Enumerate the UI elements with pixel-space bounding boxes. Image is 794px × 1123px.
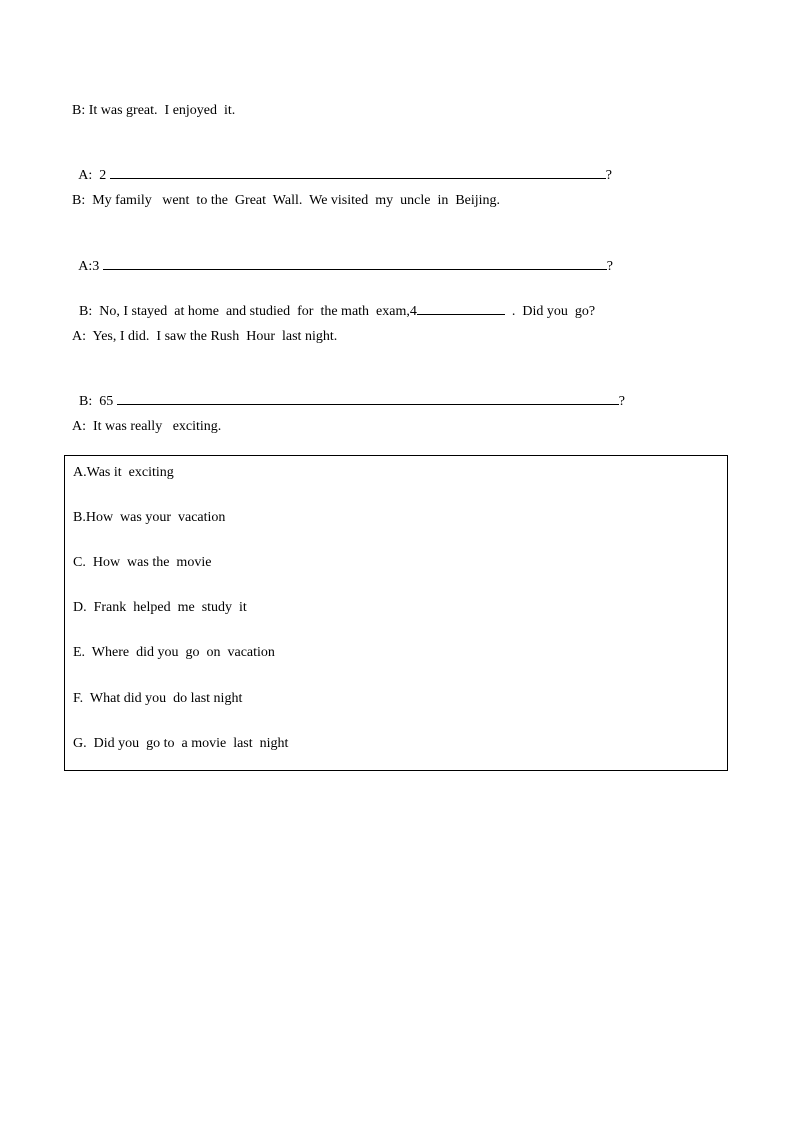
dialogue-line-a4: A: Yes, I did. I saw the Rush Hour last night. — [72, 329, 338, 344]
option-g: G. Did you go to a movie last night — [73, 736, 289, 751]
dialogue-line-b1: B: It was great. I enjoyed it. — [72, 103, 236, 118]
options-box — [64, 455, 728, 771]
dialogue-line-b2: B: My family went to the Great Wall. We visited my uncle in Beijing. — [72, 193, 501, 208]
dialogue-line-a3 — [72, 238, 613, 276]
answer-blank-4[interactable] — [417, 301, 505, 315]
option-d: D. Frank helped me study it — [73, 600, 247, 615]
answer-blank-3[interactable] — [103, 256, 607, 270]
line-prefix: B: 65 — [79, 394, 117, 409]
dialogue-line-b3 — [72, 283, 595, 321]
dialogue-line-a5: A: It was really exciting. — [72, 419, 222, 434]
answer-blank-2[interactable] — [110, 165, 606, 179]
option-f: F. What did you do last night — [73, 691, 243, 706]
option-b: B.How was your vacation — [73, 510, 226, 525]
line-suffix: . Did you go? — [504, 304, 596, 319]
line-prefix: A: 2 — [78, 168, 110, 183]
option-e: E. Where did you go on vacation — [73, 645, 275, 660]
option-c: C. How was the movie — [73, 555, 212, 570]
line-prefix: B: No, I stayed at home and studied for the math exam,4 — [79, 304, 417, 319]
option-a: A.Was it exciting — [73, 465, 174, 480]
line-prefix: A:3 — [78, 259, 103, 274]
line-suffix: ? — [606, 259, 613, 274]
line-suffix: ? — [605, 168, 612, 183]
line-suffix: ? — [618, 394, 625, 409]
dialogue-line-b4 — [72, 373, 625, 411]
dialogue-line-a2 — [72, 147, 612, 185]
answer-blank-5[interactable] — [117, 391, 619, 405]
